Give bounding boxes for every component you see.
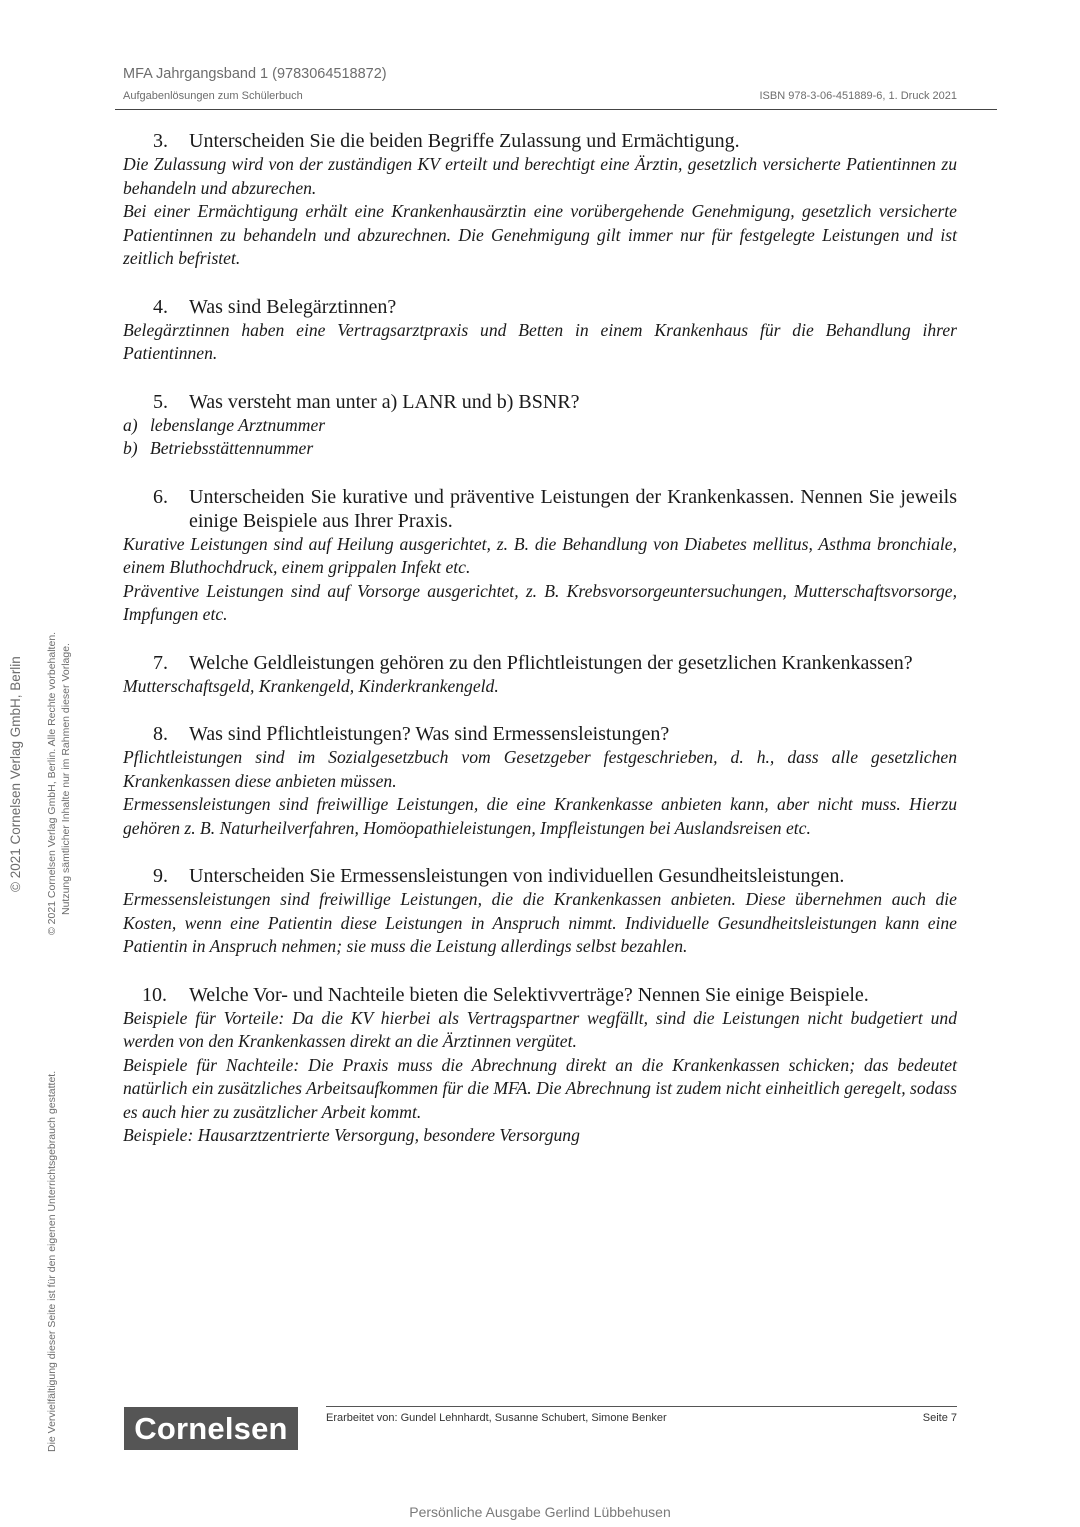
question-text: Welche Geldleistungen gehören zu den Pflichtleistungen der gesetzlichen Krankenkassen? bbox=[189, 651, 913, 674]
answer-paragraph: Beispiele für Nachteile: Die Praxis muss die Abrechnung direkt an die Krankenkassen schicken; das bedeutet natürlich ein zusätzliches Arbeitsaufkommen für die MFA. Die Abrechnung ist zudem nicht einheitlich geregelt, sodass es auch hier zu zusätzlicher Arbeit kommt. bbox=[123, 1054, 957, 1122]
list-text: lebenslange Arztnummer bbox=[150, 414, 326, 435]
question-number: 7. bbox=[153, 651, 168, 674]
question-text: Welche Vor- und Nachteile bieten die Selektivverträge? Nennen Sie einige Beispiele. bbox=[189, 983, 869, 1006]
question-3 bbox=[123, 129, 957, 271]
question-heading bbox=[123, 390, 957, 414]
authors-credit: Erarbeitet von: Gundel Lehnhardt, Susanne Schubert, Simone Benker bbox=[326, 1412, 667, 1424]
answer-paragraph: Beispiele: Hausarztzentrierte Versorgung, besondere Versorgung bbox=[123, 1125, 580, 1145]
margin-usage-note: Nutzung sämtlicher Inhalte nur im Rahmen dieser Vorlage. bbox=[60, 643, 72, 915]
answer bbox=[123, 414, 957, 461]
question-heading bbox=[123, 485, 957, 533]
question-list bbox=[123, 129, 957, 1148]
answer-paragraph: Bei einer Ermächtigung erhält eine Krankenhausärztin eine vorübergehende Genehmigung, gesetzlich versicherte Patientinnen zu behandeln und abzurechnen. Die Genehmigung gilt immer nur für festgelegte Leistungen und ist zeitlich befristet. bbox=[123, 201, 957, 268]
answer-paragraph: Pflichtleistungen sind im Sozialgesetzbuch vom Gesetzgeber festgeschrieben, d. h., dass alle gesetzlichen Krankenkassen diese anbieten müssen. bbox=[123, 747, 957, 791]
question-heading bbox=[123, 864, 957, 888]
document-subtitle: Aufgabenlösungen zum Schülerbuch bbox=[123, 90, 303, 102]
question-4 bbox=[123, 295, 957, 366]
question-5 bbox=[123, 390, 957, 461]
answer bbox=[123, 319, 957, 366]
isbn-info: ISBN 978-3-06-451889-6, 1. Druck 2021 bbox=[759, 90, 957, 102]
answer-paragraph: Belegärztinnen haben eine Vertragsarztpraxis und Betten in einem Krankenhaus für die Behandlung ihrer Patientinnen. bbox=[123, 319, 957, 363]
answer bbox=[123, 1007, 957, 1148]
answer bbox=[123, 533, 957, 627]
margin-reproduction-note: Die Vervielfältigung dieser Seite ist für den eigenen Unterrichtsgebrauch gestattet. bbox=[46, 1070, 58, 1452]
margin-copyright-small: © 2021 Cornelsen Verlag GmbH, Berlin. Alle Rechte vorbehalten. bbox=[46, 631, 58, 935]
document-title: MFA Jahrgangsband 1 (9783064518872) bbox=[123, 66, 387, 82]
answer-paragraph: Kurative Leistungen sind auf Heilung ausgerichtet, z. B. die Behandlung von Diabetes mellitus, Asthma bronchiale, einem Bluthochdruck, einem grippalen Infekt etc. bbox=[123, 533, 957, 577]
list-label: a) bbox=[123, 414, 138, 435]
question-heading bbox=[123, 651, 957, 675]
cornelsen-logo: Cornelsen bbox=[124, 1407, 298, 1450]
answer-paragraph: Mutterschaftsgeld, Krankengeld, Kinderkrankengeld. bbox=[123, 675, 499, 696]
question-6 bbox=[123, 485, 957, 627]
answer bbox=[123, 888, 957, 959]
answer bbox=[123, 153, 957, 271]
question-text: Was sind Belegärztinnen? bbox=[189, 295, 397, 318]
question-text: Was sind Pflichtleistungen? Was sind Ermessensleistungen? bbox=[189, 723, 670, 745]
question-number: 6. bbox=[153, 485, 168, 508]
question-text: Unterscheiden Sie die beiden Begriffe Zulassung und Ermächtigung. bbox=[189, 130, 740, 152]
list-text: Betriebsstättennummer bbox=[150, 438, 314, 458]
question-number: 10. bbox=[142, 983, 167, 1006]
question-heading bbox=[123, 129, 957, 153]
margin-copyright-large: © 2021 Cornelsen Verlag GmbH, Berlin bbox=[8, 656, 23, 892]
list-label: b) bbox=[123, 438, 138, 458]
answer-paragraph: Ermessensleistungen sind freiwillige Leistungen, die eine Krankenkasse anbieten kann, aber nicht muss. Hierzu gehören z. B. Naturheilverfahren, Homöopathieleistungen, Impfleistungen bei Auslandsreisen etc. bbox=[123, 794, 957, 838]
question-text: Unterscheiden Sie kurative und präventive Leistungen der Krankenkassen. Nennen Sie jeweils einige Beispiele aus Ihrer Praxis. bbox=[189, 485, 957, 532]
question-8 bbox=[123, 722, 957, 840]
question-text: Unterscheiden Sie Ermessensleistungen von individuellen Gesundheitsleistungen. bbox=[189, 865, 845, 887]
answer-paragraph: Die Zulassung wird von der zuständigen KV erteilt und berechtigt eine Ärztin, gesetzlich versicherte Patientinnen zu behandeln und abzurechen. bbox=[123, 154, 957, 198]
answer-list-item bbox=[123, 437, 957, 461]
page-number: Seite 7 bbox=[922, 1412, 957, 1424]
question-9 bbox=[123, 864, 957, 959]
question-number: 9. bbox=[153, 865, 168, 887]
answer-paragraph: Beispiele für Vorteile: Da die KV hierbei als Vertragspartner wegfällt, sind die Leistungen nicht budgetiert und werden von den Krankenkassen direkt an die Ärztinnen vergütet. bbox=[123, 1007, 957, 1051]
question-heading bbox=[123, 983, 957, 1007]
question-10 bbox=[123, 983, 957, 1148]
question-number: 3. bbox=[153, 130, 168, 152]
question-heading bbox=[123, 722, 957, 746]
question-7 bbox=[123, 651, 957, 699]
answer bbox=[123, 675, 957, 699]
question-number: 8. bbox=[153, 723, 168, 745]
question-number: 5. bbox=[153, 390, 168, 413]
footer-divider bbox=[326, 1406, 957, 1407]
personal-edition-note: Persönliche Ausgabe Gerlind Lübbehusen bbox=[409, 1504, 671, 1520]
answer-paragraph: Präventive Leistungen sind auf Vorsorge ausgerichtet, z. B. Krebsvorsorgeuntersuchungen, Mutterschaftsvorsorge, Impfungen etc. bbox=[123, 580, 957, 624]
answer-list-item bbox=[123, 414, 957, 438]
question-heading bbox=[123, 295, 957, 319]
answer-paragraph: Ermessensleistungen sind freiwillige Leistungen, die die Krankenkassen anbieten. Diese übernehmen auch die Kosten, wenn eine Patientin diese Leistungen in Anspruch nimmt. Individuelle Gesundheitsleistungen kann eine Patientin in Anspruch nehmen; sie muss die Leistung allerdings selbst bezahlen. bbox=[123, 889, 957, 956]
question-text: Was versteht man unter a) LANR und b) BSNR? bbox=[189, 390, 580, 413]
question-number: 4. bbox=[153, 295, 168, 318]
header-divider bbox=[115, 109, 997, 110]
answer bbox=[123, 746, 957, 840]
